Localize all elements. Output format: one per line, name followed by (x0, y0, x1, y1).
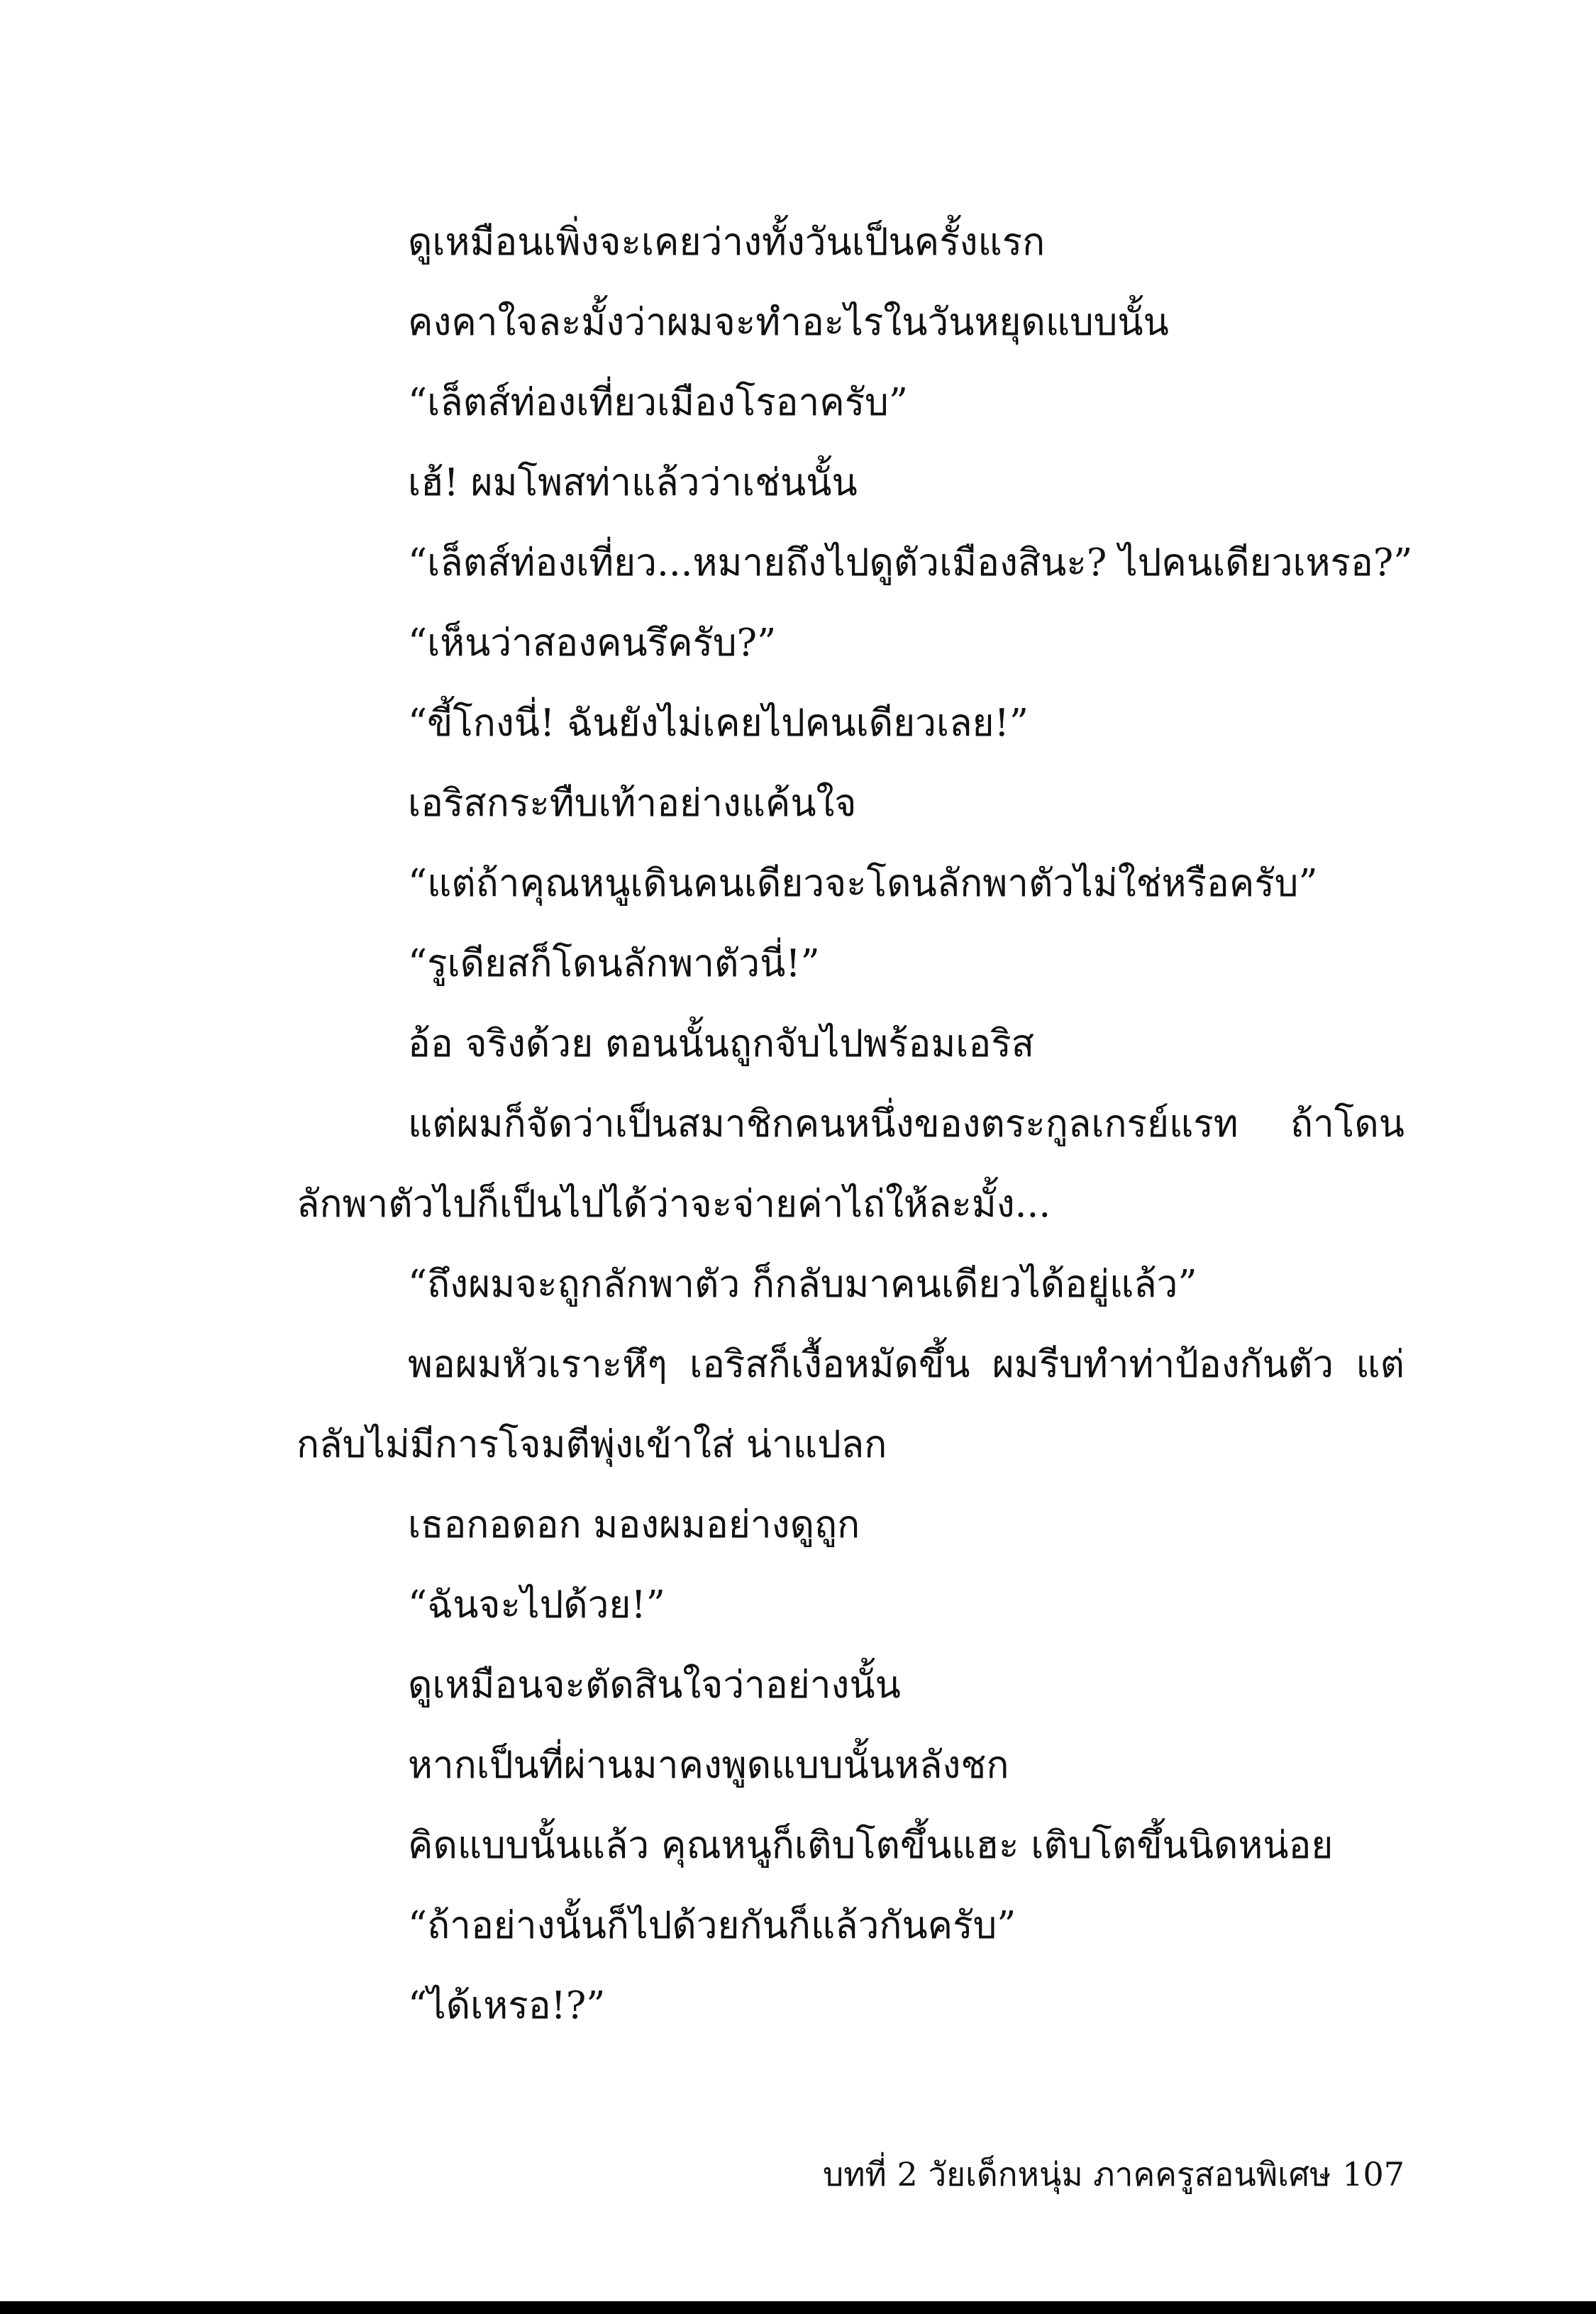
bottom-edge-bar (0, 2301, 1596, 2314)
text-line: เธอกอดอก มองผมอย่างดูถูก (408, 1503, 860, 1546)
text-line: เฮ้! ผมโพสท่าแล้วว่าเช่นนั้น (408, 461, 858, 504)
text-line: “ได้เหรอ!?” (408, 1984, 606, 2027)
text-line: “ถึงผมจะถูกลักพาตัว ก็กลับมาคนเดียวได้อยู่แล้ว” (408, 1263, 1197, 1306)
body-text (297, 202, 1413, 2046)
text-line: “ถ้าอย่างนั้นก็ไปด้วยกันก็แล้วกันครับ” (408, 1904, 1016, 1947)
text-line: คิดแบบนั้นแล้ว คุณหนูก็เติบโตขึ้นแฮะ เติบโตขึ้นนิดหน่อย (408, 1824, 1334, 1867)
text-line: ดูเหมือนจะตัดสินใจว่าอย่างนั้น (408, 1663, 901, 1707)
running-head: บทที่ 2 วัยเด็กหนุ่ม ภาคครูสอนพิเศษ (823, 2155, 1331, 2193)
text-line: “รูเดียสก็โดนลักพาตัวนี่!” (408, 942, 820, 985)
text-line: กลับไม่มีการโจมตีพุ่งเข้าใส่ น่าแปลก (297, 1423, 887, 1466)
text-line: หากเป็นที่ผ่านมาคงพูดแบบนั้นหลังชก (408, 1744, 1009, 1787)
text-line: แต่ผมก็จัดว่าเป็นสมาชิกคนหนึ่งของตระกูลเกรย์แรท ถ้าโดน (408, 1102, 1404, 1146)
text-line: “ขี้โกงนี่! ฉันยังไม่เคยไปคนเดียวเลย!” (408, 702, 1029, 745)
text-line: “เล็ตส์ท่องเที่ยว...หมายถึงไปดูตัวเมืองสินะ? ไปคนเดียวเหรอ?” (408, 541, 1413, 585)
text-line: พอผมหัวเราะหึๆ เอริสก็เงื้อหมัดขึ้น ผมรีบทำท่าป้องกันตัว แต่ (408, 1343, 1404, 1386)
text-line: “แต่ถ้าคุณหนูเดินคนเดียวจะโดนลักพาตัวไม่ใช่หรือครับ” (408, 862, 1318, 905)
text-line: ดูเหมือนเพิ่งจะเคยว่างทั้งวันเป็นครั้งแรก (408, 221, 1046, 264)
page-number: 107 (1342, 2155, 1404, 2193)
text-line: “เล็ตส์ท่องเที่ยวเมืองโรอาครับ” (408, 381, 908, 424)
text-line: เอริสกระทืบเท้าอย่างแค้นใจ (408, 782, 857, 825)
text-line: “เห็นว่าสองคนรึครับ?” (408, 621, 777, 665)
text-line: ลักพาตัวไปก็เป็นไปได้ว่าจะจ่ายค่าไถ่ให้ละมั้ง... (297, 1183, 1051, 1226)
page-footer (823, 2149, 1404, 2199)
text-line: อ้อ จริงด้วย ตอนนั้นถูกจับไปพร้อมเอริส (408, 1022, 1035, 1065)
text-line: “ฉันจะไปด้วย!” (408, 1583, 665, 1627)
text-line: คงคาใจละมั้งว่าผมจะทำอะไรในวันหยุดแบบนั้น (408, 301, 1169, 344)
